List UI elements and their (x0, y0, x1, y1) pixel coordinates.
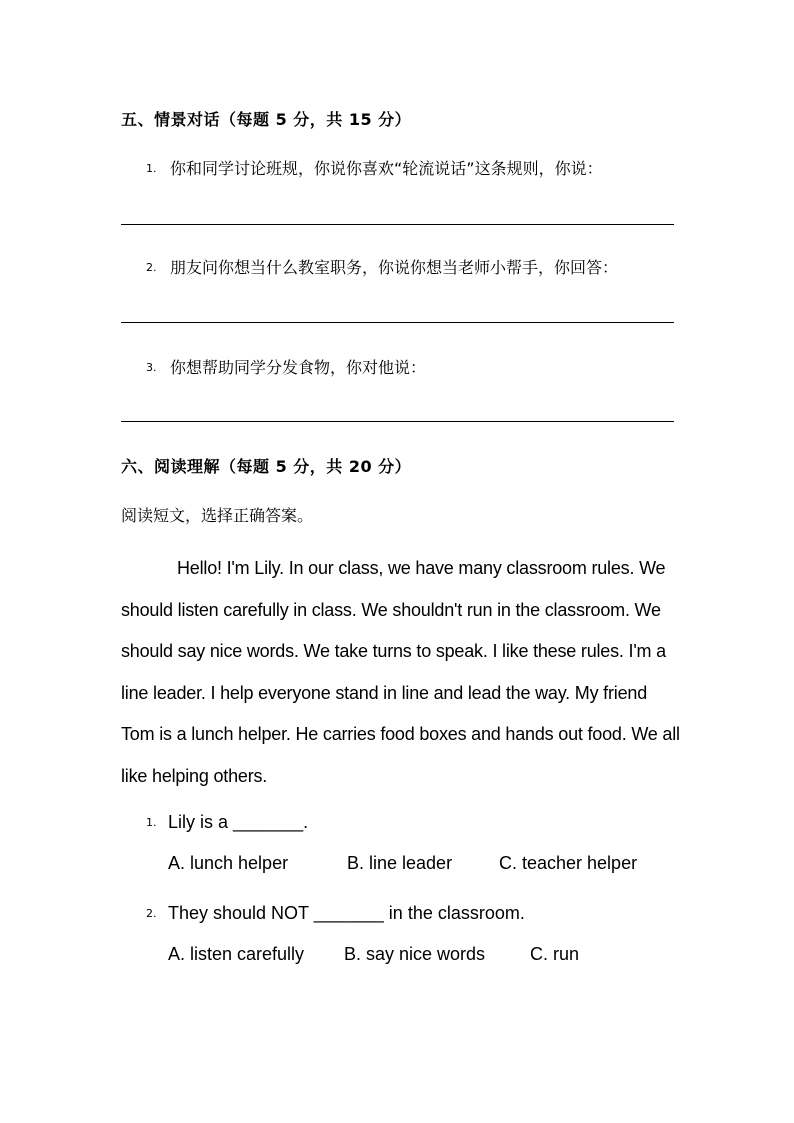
question-text: 你想帮助同学分发食物，你对他说： (170, 358, 427, 377)
option-1a[interactable]: A. lunch helper (168, 853, 289, 873)
section-6-heading: 六、阅读理解（每题 5 分，共 20 分） (121, 457, 412, 476)
reading-passage (121, 548, 681, 797)
option-2c[interactable]: C. run (530, 944, 580, 964)
question-text: Lily is a _______. (168, 812, 309, 832)
question-number: 1. (146, 162, 157, 175)
option-2a[interactable]: A. listen carefully (168, 944, 305, 964)
answer-line-3[interactable] (121, 421, 674, 422)
reading-question-2 (146, 903, 525, 924)
question-number: 1. (146, 816, 157, 829)
option-2b[interactable]: B. say nice words (344, 944, 486, 964)
option-1c[interactable]: C. teacher helper (499, 853, 638, 873)
question-text: They should NOT _______ in the classroom. (168, 903, 525, 923)
reading-instruction: 阅读短文，选择正确答案。 (121, 506, 314, 525)
reading-question-1 (146, 812, 308, 833)
question-number: 2. (146, 261, 157, 274)
option-1b[interactable]: B. line leader (347, 853, 453, 873)
answer-line-1[interactable] (121, 224, 674, 225)
passage-text: Hello! I'm Lily. In our class, we have many classroom rules. We should listen carefully in class. We shouldn't run in the classroom. We should say nice words. We take turns to speak. I like these rules. I'm a line leader. I help everyone stand in line and lead the way. My friend Tom is a lunch helper. He carries food boxes and hands out food. We all like helping others. (121, 558, 680, 786)
question-text: 你和同学讨论班规，你说你喜欢“轮流说话”这条规则，你说： (170, 159, 603, 178)
question-number: 3. (146, 361, 157, 374)
answer-line-2[interactable] (121, 322, 674, 323)
section-5-heading: 五、情景对话（每题 5 分，共 15 分） (121, 110, 412, 129)
dialogue-question-2 (146, 255, 618, 278)
dialogue-question-3 (146, 355, 426, 378)
dialogue-question-1 (146, 156, 603, 179)
question-text: 朋友问你想当什么教室职务，你说你想当老师小帮手，你回答： (170, 258, 619, 277)
question-number: 2. (146, 907, 157, 920)
